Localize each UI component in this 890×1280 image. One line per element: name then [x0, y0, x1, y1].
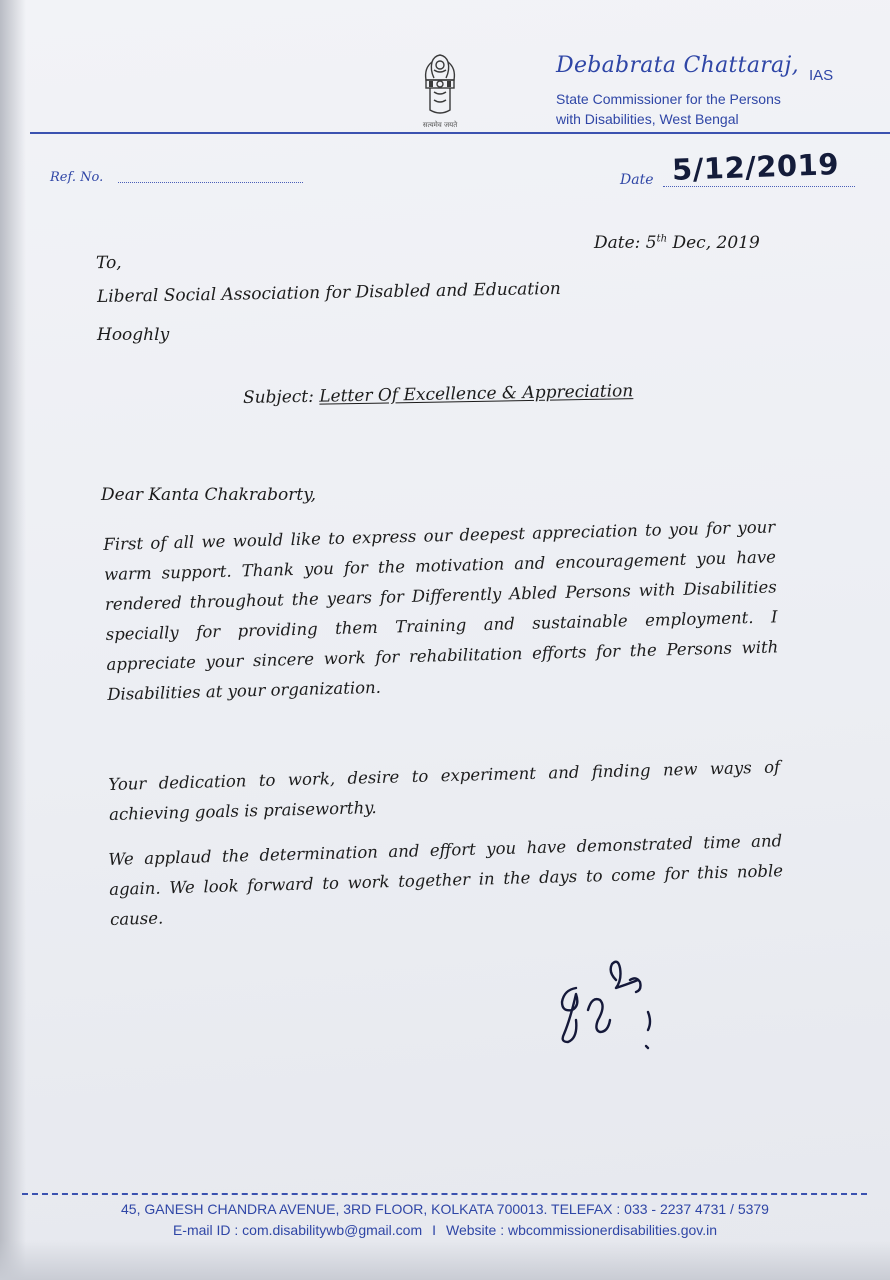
page-shadow-left — [0, 0, 26, 1280]
ref-no-label: Ref. No. — [50, 170, 104, 185]
paragraph-2 — [108, 752, 781, 830]
paragraph-line: appreciate your sincere work for rehabilitation efforts for the Persons with — [106, 637, 779, 674]
paragraph-line: We applaud the determination and effort you have demonstrated time and — [108, 831, 783, 869]
paragraph-line: again. We look forward to work together in the days to come for this noble — [108, 861, 784, 899]
designation-line-2: with Disabilities, West Bengal — [556, 111, 739, 127]
paragraph-line: First of all we would like to express our deepest appreciation to you for your — [103, 517, 776, 554]
paragraph-line: cause. — [109, 908, 164, 929]
ref-no-field — [118, 172, 303, 183]
officer-suffix: IAS — [809, 67, 834, 84]
paragraph-line: rendered throughout the years for Differently Abled Persons with Disabilities — [104, 577, 777, 614]
date-label: Date — [620, 172, 654, 188]
recipient-city: Hooghly — [97, 325, 170, 345]
subject-line: Subject: Letter Of Excellence & Appreciation — [242, 381, 634, 408]
footer-email: E-mail ID : com.disabilitywb@gmail.com — [172, 1222, 423, 1238]
paragraph-1 — [103, 512, 779, 710]
footer-rule — [22, 1193, 867, 1195]
page-shadow-bottom — [0, 1240, 890, 1280]
footer-separator: I — [432, 1222, 436, 1238]
header-rule — [30, 132, 890, 134]
officer-name: Debabrata Chattaraj, — [556, 53, 799, 78]
signature — [548, 950, 668, 1050]
footer-contact — [0, 1222, 890, 1238]
salutation: Dear Kanta Chakraborty, — [101, 485, 316, 505]
handwritten-date: 5/12/2019 — [671, 147, 840, 187]
footer-address: 45, GANESH CHANDRA AVENUE, 3RD FLOOR, KOLKATA 700013. TELEFAX : 033 - 2237 4731 / 5379 — [121, 1201, 769, 1217]
footer-website: Website : wbcommissionerdisabilities.gov.in — [446, 1222, 718, 1238]
letter-date: Date: 5th Dec, 2019 — [594, 233, 760, 253]
designation-line-1: State Commissioner for the Persons — [556, 91, 781, 107]
paragraph-3 — [108, 826, 784, 935]
recipient-organization: Liberal Social Association for Disabled and Education — [96, 278, 561, 307]
paragraph-line: specially for providing them Training and sustainable employment. I — [105, 607, 778, 644]
paragraph-line: achieving goals is praiseworthy. — [108, 797, 377, 824]
paragraph-line: Your dedication to work, desire to experiment and finding new ways of — [108, 757, 781, 794]
emblem-caption: सत्यमेव जयते — [422, 121, 458, 129]
paragraph-line: warm support. Thank you for the motivation and encouragement you have — [103, 547, 777, 584]
to-label: To, — [95, 252, 122, 274]
paragraph-line: Disabilities at your organization. — [107, 677, 382, 704]
